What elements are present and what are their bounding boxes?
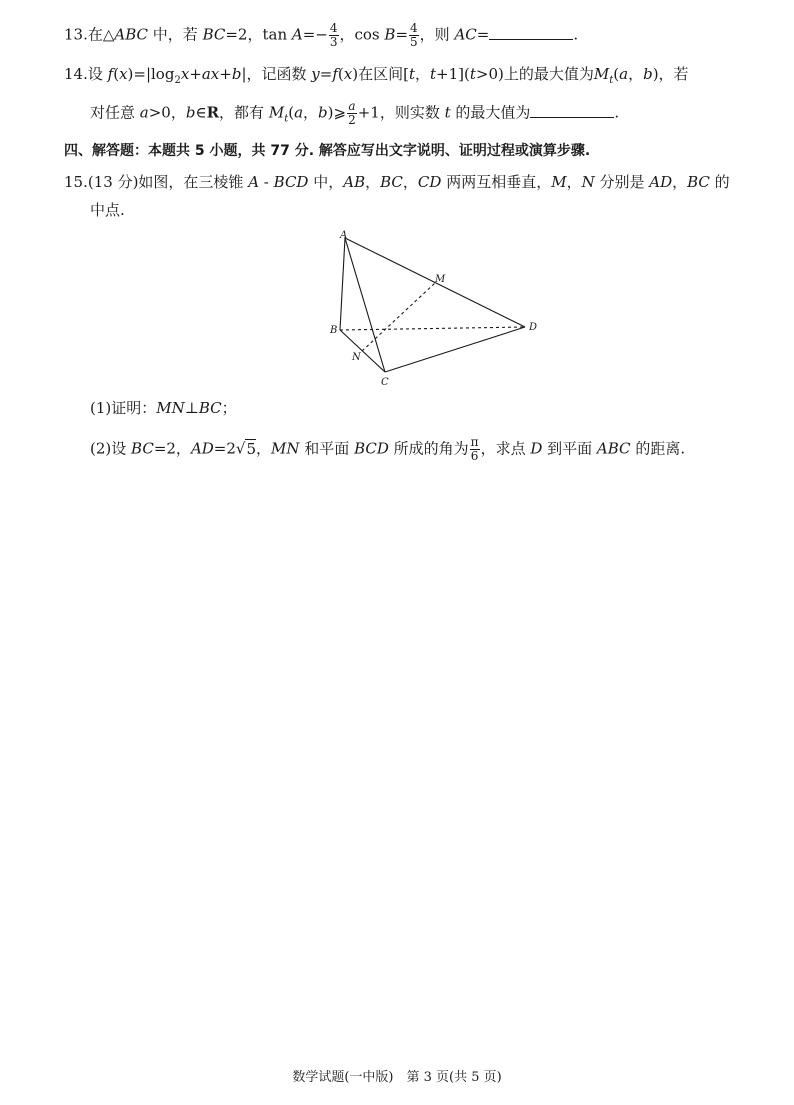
math-var: BC bbox=[687, 173, 710, 191]
fraction-denominator: 2 bbox=[348, 113, 356, 127]
text: 中，若 bbox=[148, 25, 203, 44]
math-var: t bbox=[469, 65, 476, 83]
fraction-denominator: 3 bbox=[329, 35, 338, 49]
math-var: AC bbox=[454, 25, 477, 44]
text: ，都有 bbox=[219, 103, 269, 122]
text: =2，tan bbox=[225, 25, 292, 44]
subscript: t bbox=[284, 113, 289, 125]
math-var: b bbox=[231, 65, 242, 83]
math-var: t bbox=[444, 103, 451, 122]
text: 和平面 bbox=[299, 439, 355, 458]
text: 设 bbox=[87, 65, 108, 83]
fraction-numerator: 4 bbox=[329, 21, 338, 35]
subscript: 2 bbox=[174, 75, 181, 86]
text: 在△ bbox=[87, 25, 115, 44]
question-number: 13. bbox=[64, 25, 88, 44]
sqrt-sign: √ bbox=[235, 439, 246, 458]
math-var: M bbox=[551, 173, 567, 191]
fraction bbox=[409, 22, 419, 49]
text: 中， bbox=[308, 173, 344, 191]
math-var: b bbox=[185, 103, 196, 122]
fraction-denominator: 5 bbox=[410, 35, 418, 49]
math-var: t bbox=[430, 65, 437, 83]
text: =2 bbox=[213, 439, 236, 458]
text: ( bbox=[337, 65, 344, 83]
sqrt-radicand: 5 bbox=[246, 439, 257, 458]
math-var: MN bbox=[271, 439, 300, 458]
text: )在区间[ bbox=[352, 65, 409, 83]
fraction bbox=[470, 436, 480, 463]
text: |，记函数 bbox=[241, 65, 312, 83]
text: ⊥ bbox=[184, 399, 199, 417]
text: = bbox=[395, 25, 409, 44]
math-var: BC bbox=[131, 439, 154, 458]
math-var: BCD bbox=[354, 439, 389, 458]
math-var: y bbox=[311, 65, 320, 83]
label-B: B bbox=[330, 325, 338, 336]
subscript: t bbox=[609, 75, 614, 86]
text: + bbox=[219, 65, 232, 83]
edge-AC bbox=[345, 238, 385, 372]
fraction-numerator: 4 bbox=[410, 21, 418, 35]
text: - bbox=[259, 173, 274, 191]
math-var: a bbox=[619, 65, 629, 83]
text: (2)设 bbox=[90, 439, 132, 458]
math-var: AD bbox=[190, 439, 214, 458]
text: ，则 bbox=[419, 25, 455, 44]
question-14-line-2 bbox=[90, 100, 619, 130]
edge-CD bbox=[385, 327, 525, 372]
math-var: MN bbox=[156, 399, 185, 417]
math-var: BC bbox=[380, 173, 403, 191]
text: +1，则实数 bbox=[357, 103, 445, 122]
math-var: A bbox=[291, 25, 303, 44]
text: =2， bbox=[153, 439, 191, 458]
math-var: BCD bbox=[273, 173, 309, 191]
text: . bbox=[614, 103, 620, 122]
text: ( bbox=[288, 103, 295, 122]
text: = bbox=[476, 25, 490, 44]
text: ，cos bbox=[339, 25, 385, 44]
text: . bbox=[573, 25, 579, 44]
fraction-numerator: a bbox=[348, 99, 356, 113]
fraction-denominator: 6 bbox=[470, 449, 479, 463]
tetrahedron-figure bbox=[325, 226, 545, 390]
text: (13 分)如图，在三棱锥 bbox=[87, 173, 249, 191]
answer-blank bbox=[530, 103, 614, 118]
fraction bbox=[347, 100, 357, 127]
math-var: ax bbox=[201, 65, 220, 83]
edge-BD-hidden bbox=[340, 327, 525, 330]
label-N: N bbox=[352, 352, 361, 363]
question-15-line-1 bbox=[64, 172, 730, 192]
question-14-line-1 bbox=[64, 64, 689, 91]
text: (1)证明： bbox=[90, 399, 157, 417]
segment-MN bbox=[362, 283, 435, 351]
fraction bbox=[329, 22, 339, 49]
math-var: AD bbox=[649, 173, 673, 191]
question-13 bbox=[64, 22, 578, 49]
math-var: x bbox=[343, 65, 353, 83]
text: ， bbox=[402, 173, 418, 191]
text: 到平面 bbox=[542, 439, 597, 458]
math-var: A bbox=[248, 173, 260, 191]
math-var: ABC bbox=[114, 25, 149, 44]
text: ， bbox=[365, 173, 381, 191]
math-var: M bbox=[268, 103, 285, 122]
question-15-line-2: 中点. bbox=[90, 201, 125, 219]
question-number: 14. bbox=[64, 65, 88, 83]
label-M: M bbox=[435, 274, 446, 285]
math-var: B bbox=[384, 25, 396, 44]
page-footer: 数学试题(一中版) 第 3 页(共 5 页) bbox=[292, 1070, 502, 1085]
math-var: BC bbox=[202, 25, 226, 44]
label-A: A bbox=[340, 230, 348, 241]
text: 对任意 bbox=[90, 103, 140, 122]
math-var: f bbox=[107, 65, 114, 83]
math-set: R bbox=[206, 103, 220, 122]
text: >0， bbox=[148, 103, 186, 122]
math-var: f bbox=[332, 65, 338, 83]
text: 的距离. bbox=[630, 439, 686, 458]
text: ， bbox=[414, 65, 430, 83]
text: ， bbox=[672, 173, 688, 191]
text: ， bbox=[303, 103, 319, 122]
math-var: b bbox=[318, 103, 328, 122]
text: 分别是 bbox=[594, 173, 650, 191]
text: ； bbox=[221, 399, 237, 417]
label-C: C bbox=[381, 377, 389, 388]
text: 两两互相垂直， bbox=[441, 173, 552, 191]
math-var: x bbox=[180, 65, 190, 83]
math-var: x bbox=[119, 65, 128, 83]
text: )⩾ bbox=[327, 103, 347, 122]
math-var: N bbox=[581, 173, 595, 191]
math-var: M bbox=[593, 65, 610, 83]
text: ( bbox=[113, 65, 120, 83]
text: ， bbox=[256, 439, 272, 458]
question-15-part-2 bbox=[90, 436, 685, 463]
text: = bbox=[319, 65, 333, 83]
math-var: a bbox=[294, 103, 304, 122]
fraction-numerator: π bbox=[470, 435, 479, 449]
math-var: D bbox=[530, 439, 543, 458]
text: )=|log bbox=[127, 65, 175, 83]
edge-AB bbox=[340, 238, 345, 330]
text: +1]( bbox=[436, 65, 470, 83]
text: 所成的角为 bbox=[388, 439, 469, 458]
text: =− bbox=[302, 25, 328, 44]
text: + bbox=[189, 65, 202, 83]
math-var: CD bbox=[417, 173, 442, 191]
text: 的最大值为 bbox=[450, 103, 531, 122]
math-var: BC bbox=[198, 399, 222, 417]
text: )，若 bbox=[652, 65, 689, 83]
text: 的 bbox=[709, 173, 730, 191]
math-var: b bbox=[643, 65, 653, 83]
text: ，求点 bbox=[480, 439, 531, 458]
math-var: ABC bbox=[596, 439, 631, 458]
answer-blank bbox=[489, 25, 573, 40]
math-var: AB bbox=[343, 173, 366, 191]
question-number: 15. bbox=[64, 173, 88, 191]
label-D: D bbox=[529, 322, 538, 333]
text: ( bbox=[613, 65, 620, 83]
text: ∈ bbox=[195, 103, 207, 122]
math-var: t bbox=[408, 65, 415, 83]
text: ， bbox=[628, 65, 644, 83]
math-var: a bbox=[139, 103, 149, 122]
question-15-part-1 bbox=[90, 398, 237, 418]
text: >0)上的最大值为 bbox=[475, 65, 594, 83]
section-header: 四、解答题：本题共 5 小题，共 77 分. 解答应写出文字说明、证明过程或演算步骤. bbox=[64, 143, 591, 159]
text: ， bbox=[566, 173, 582, 191]
